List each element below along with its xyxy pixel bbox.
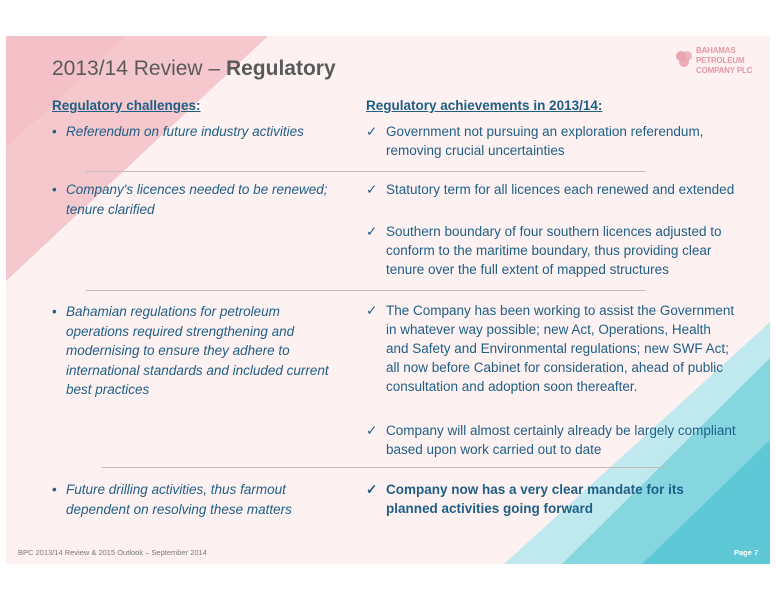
check-icon: ✓ [366,124,378,139]
page-title [52,57,336,81]
challenge-item: • Future drilling activities, thus farmout dependent on resolving these matters [52,480,322,519]
achievement-item [366,421,736,459]
check-icon: ✓ [366,303,378,318]
achievement-text: Southern boundary of four southern licences adjusted to conform to the maritime boundary, thus providing clear tenure over the full extent of mapped structures [386,224,722,277]
achievement-text: The Company has been working to assist the Government in whatever way possible; new Act, Operations, Health and Safety and Environmental regulations; new SWF Act; all now before Cabinet for consideration, ahead of public consultation and adoption soon thereafter. [386,303,735,394]
footer-text: BPC 2013/14 Review & 2015 Outlook – September 2014 [18,548,207,557]
row-divider [102,467,666,468]
row-divider [86,290,646,291]
slide [6,36,770,564]
achievement-item [366,480,736,518]
achievement-text: Statutory term for all licences each renewed and extended [386,182,735,197]
right-column-heading: Regulatory achievements in 2013/14: [366,98,603,113]
achievement-item [366,180,736,199]
logo-emblem-icon [674,48,694,70]
achievement-item [366,301,736,396]
check-icon: ✓ [366,482,378,497]
achievement-item [366,222,736,279]
page-number: Page 7 [734,548,759,557]
challenge-item: • Referendum on future industry activities [52,122,332,142]
logo-line-3: COMPANY PLC [696,66,753,75]
challenge-item: • Company's licences needed to be renewed; tenure clarified [52,180,332,219]
title-bold: Regulatory [225,57,336,80]
left-column-heading: Regulatory challenges: [52,98,201,113]
logo-line-2: PETROLEUM [696,56,745,65]
company-logo [674,44,766,80]
achievement-item [366,122,736,160]
check-icon: ✓ [366,182,378,197]
title-plain: 2013/14 Review – [52,57,226,80]
check-icon: ✓ [366,224,378,239]
achievement-text: Government not pursuing an exploration referendum, removing crucial uncertainties [386,124,704,158]
logo-line-1: BAHAMAS [696,46,736,55]
row-divider [86,171,646,172]
achievement-text: Company will almost certainly already be largely compliant based upon work carried out to date [386,423,736,457]
achievement-text: Company now has a very clear mandate for its planned activities going forward [386,482,684,516]
check-icon: ✓ [366,423,378,438]
challenge-item: • Bahamian regulations for petroleum operations required strengthening and modernising to ensure they adhere to international standards and included current best practices [52,302,332,400]
